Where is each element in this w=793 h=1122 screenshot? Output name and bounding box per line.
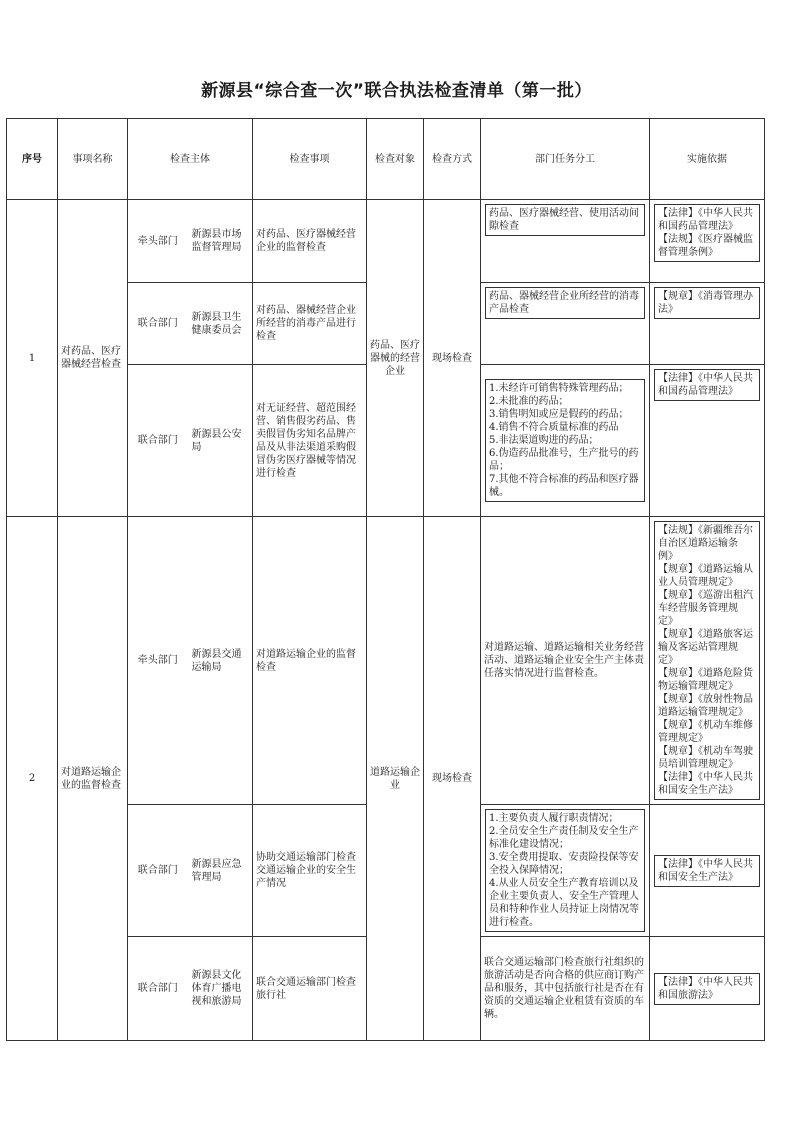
legal-basis: 【法律】《中华人民共和国药品管理法》 【法规】《医疗器械监督管理条例》 [654,204,760,262]
inspection-matter: 对无证经营、超范围经营、销售假劣药品、售卖假冒伪劣知名品牌产品及从非法渠道采购假冒伪劣医疗器械等情况进行检查 [253,365,367,517]
table-row [7,517,765,805]
department-name: 新源县文化体育广播电视和旅游局 [188,937,253,1041]
department-role: 牵头部门 [128,517,188,805]
inspection-matter: 协助交通运输部门检查交通运输企业的安全生产情况 [253,805,367,937]
header-inspection-object: 检查对象 [367,119,424,200]
legal-basis: 【法律】《中华人民共和国旅游法》 [654,973,760,1005]
inspection-object: 道路运输企业 [367,517,424,1041]
department-name: 新源县卫生健康委员会 [188,283,253,365]
inspection-object: 药品、医疗器械的经营企业 [367,200,424,517]
department-role: 联合部门 [128,805,188,937]
inspection-matter: 对药品、器械经营企业所经营的消毒产品进行检查 [253,283,367,365]
header-item-name: 事项名称 [58,119,128,200]
table-header-row [7,119,765,200]
header-department-tasks: 部门任务分工 [481,119,650,200]
department-name: 新源县交通运输局 [188,517,253,805]
inspection-table [6,118,765,1041]
legal-basis: 【法规】《新疆维吾尔自治区道路运输条例》 【规章】《道路运输从业人员管理规定》 【规章】《巡游出租汽车经营服务管理规定》 【规章】《道路旅客运输及客运站管理规定》 【规章】《道路危险货物运输管理规定》 【规章】《放射性物品道路运输管理规定》 【规章】《机动车维修管理规定》 【规章】《机动车驾驶员培训管理规定》 【法律】《中华人民共和国安全生产法》 [654,521,760,800]
department-role: 联合部门 [128,937,188,1041]
department-name: 新源县应急管理局 [188,805,253,937]
item-name: 对道路运输企业的监督检查 [58,517,128,1041]
inspection-matter: 对道路运输企业的监督检查 [253,517,367,805]
task-text: 对道路运输、道路运输相关业务经营活动、道路运输企业安全生产主体责任落实情况进行监督检查。 [481,517,650,805]
department-name: 新源县市场监督管理局 [188,200,253,283]
seq-number: 1 [7,200,58,517]
header-inspection-subject: 检查主体 [128,119,253,200]
seq-number: 2 [7,517,58,1041]
department-role: 牵头部门 [128,200,188,283]
legal-basis: 【规章】《消毒管理办法》 [654,287,760,319]
department-role: 联合部门 [128,283,188,365]
table-row [7,200,765,283]
task-text: 联合交通运输部门检查旅行社组织的旅游活动是否向合格的供应商订购产品和服务，其中包括旅行社是否在有资质的交通运输企业租赁有资质的车辆。 [481,937,650,1041]
header-seq: 序号 [7,119,58,200]
department-name: 新源县公安局 [188,365,253,517]
task-text: 1.主要负责人履行职责情况； 2.全员安全生产责任制及安全生产标准化建设情况； 3.安全费用提取、安责险投保等安全投入保障情况； 4.从业人员安全生产教育培训以及企业主要负责人、安全生产管理人员和特种作业人员持证上岗情况等进行检查。 [485,809,645,932]
legal-basis: 【法律】《中华人民共和国药品管理法》 [654,369,760,401]
department-role: 联合部门 [128,365,188,517]
legal-basis: 【法律】《中华人民共和国安全生产法》 [654,855,760,887]
item-name: 对药品、医疗器械经营检查 [58,200,128,517]
page-title: 新源县“综合查一次”联合执法检查清单（第一批） [201,81,592,101]
header-legal-basis: 实施依据 [650,119,765,200]
inspection-method: 现场检查 [424,200,481,517]
task-text: 1.未经许可销售特殊管理药品； 2.未批准的药品； 3.销售明知或应是假药的药品； 4.销售不符合质量标准的药品 5.非法渠道购进的药品； 6.伪造药品批准号，生产批号的药品； 7.其他不符合标准的药品和医疗器械。 [485,379,645,502]
header-inspection-method: 检查方式 [424,119,481,200]
inspection-matter: 对药品、医疗器械经营企业的监督检查 [253,200,367,283]
header-inspection-matter: 检查事项 [253,119,367,200]
task-text: 药品、器械经营企业所经营的消毒产品检查 [485,287,645,319]
inspection-method: 现场检查 [424,517,481,1041]
inspection-matter: 联合交通运输部门检查旅行社 [253,937,367,1041]
task-text: 药品、医疗器械经营、使用活动间隙检查 [485,204,645,236]
